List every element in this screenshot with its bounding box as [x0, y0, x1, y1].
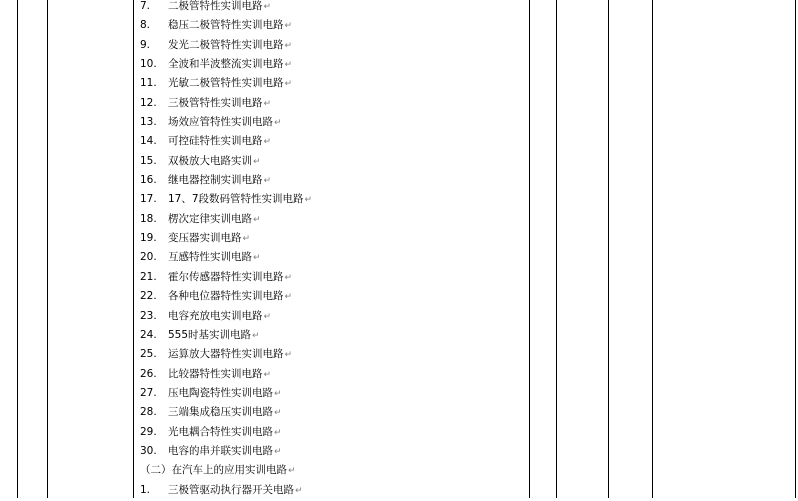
table-border-line: [608, 0, 609, 498]
item-number: 26.: [140, 367, 157, 380]
paragraph-mark-icon: ↵: [274, 446, 282, 457]
item-number: 25.: [140, 348, 157, 361]
list-item: [140, 0, 528, 16]
list-item: [140, 307, 528, 326]
item-text: 二极管特性实训电路: [168, 0, 263, 12]
item-text: 电容充放电实训电路: [168, 309, 263, 322]
item-text: 楞次定律实训电路: [168, 212, 252, 225]
paragraph-mark-icon: ↵: [274, 118, 282, 129]
list-item: [140, 403, 528, 422]
item-number: 10.: [140, 58, 157, 71]
paragraph-mark-icon: ↵: [288, 466, 296, 477]
paragraph-mark-icon: ↵: [263, 311, 272, 322]
item-number: 29.: [140, 425, 157, 438]
list-item: [140, 113, 528, 132]
table-border-line: [652, 0, 653, 498]
paragraph-mark-icon: ↵: [263, 176, 272, 187]
item-number: 21.: [140, 270, 157, 283]
item-number: 27.: [140, 386, 157, 399]
list-item: [140, 481, 528, 500]
paragraph-mark-icon: ↵: [242, 234, 251, 245]
item-number: 30.: [140, 444, 157, 457]
item-number: 7.: [140, 0, 151, 12]
item-text: （二）在汽车上的应用实训电路: [140, 464, 287, 477]
list-item: [140, 442, 528, 461]
list-item: [140, 190, 528, 209]
item-number: 14.: [140, 135, 157, 148]
paragraph-mark-icon: ↵: [274, 388, 282, 399]
list-item: [140, 210, 528, 229]
list-item: [140, 268, 528, 287]
paragraph-mark-icon: ↵: [253, 156, 261, 167]
item-text: 电容的串并联实训电路: [168, 444, 273, 457]
item-number: 16.: [140, 174, 157, 187]
list-item: [140, 345, 528, 364]
item-text: 互感特性实训电路: [168, 251, 252, 264]
list-item: [140, 287, 528, 306]
paragraph-mark-icon: ↵: [263, 369, 272, 380]
item-text: 17、7段数码管特性实训电路: [168, 193, 304, 206]
item-text: 三端集成稳压实训电路: [168, 406, 273, 419]
item-number: 9.: [140, 38, 151, 51]
item-number: 17.: [140, 193, 157, 206]
list-item: [140, 16, 528, 35]
paragraph-mark-icon: ↵: [263, 137, 272, 148]
paragraph-mark-icon: ↵: [284, 79, 293, 90]
table-border-line: [529, 0, 530, 498]
item-number: 18.: [140, 212, 157, 225]
paragraph-mark-icon: ↵: [284, 21, 293, 32]
item-text: 光电耦合特性实训电路: [168, 425, 273, 438]
item-text: 发光二极管特性实训电路: [168, 38, 284, 51]
table-border-line: [47, 0, 48, 498]
paragraph-mark-icon: ↵: [253, 214, 261, 225]
paragraph-mark-icon: ↵: [295, 485, 303, 496]
item-text: 压电陶瓷特性实训电路: [168, 386, 273, 399]
item-text: 稳压二极管特性实训电路: [168, 19, 284, 32]
list-item: [140, 171, 528, 190]
table-border-line: [795, 0, 796, 498]
item-number: 22.: [140, 290, 157, 303]
item-number: 13.: [140, 116, 157, 129]
paragraph-mark-icon: ↵: [284, 350, 293, 361]
item-text: 光敏二极管特性实训电路: [168, 77, 284, 90]
list-item: [140, 365, 528, 384]
paragraph-mark-icon: ↵: [284, 60, 293, 71]
paragraph-mark-icon: ↵: [274, 427, 282, 438]
paragraph-mark-icon: ↵: [252, 330, 260, 341]
item-number: 8.: [140, 19, 151, 32]
section-subheading: [140, 461, 528, 480]
item-text: 三极管特性实训电路: [168, 96, 263, 109]
list-item: [140, 423, 528, 442]
list-item: [140, 152, 528, 171]
table-border-line: [556, 0, 557, 498]
item-text: 双极放大电路实训: [168, 154, 252, 167]
list-item: [140, 36, 528, 55]
item-text: 各种电位器特性实训电路: [168, 290, 284, 303]
paragraph-mark-icon: ↵: [284, 292, 293, 303]
paragraph-mark-icon: ↵: [253, 253, 261, 264]
paragraph-mark-icon: ↵: [284, 272, 293, 283]
list-item: [140, 55, 528, 74]
item-number: 1.: [140, 483, 151, 496]
item-text: 全波和半波整流实训电路: [168, 58, 284, 71]
list-item: [140, 94, 528, 113]
paragraph-mark-icon: ↵: [263, 2, 272, 12]
item-text: 场效应管特性实训电路: [168, 116, 273, 129]
item-number: 15.: [140, 154, 157, 167]
item-text: 变压器实训电路: [168, 232, 242, 245]
paragraph-mark-icon: ↵: [304, 195, 313, 206]
item-text: 三极管驱动执行器开关电路: [168, 483, 294, 496]
training-circuit-list: [140, 0, 528, 500]
item-text: 比较器特性实训电路: [168, 367, 263, 380]
list-item: [140, 74, 528, 93]
list-item: [140, 326, 528, 345]
list-item: [140, 384, 528, 403]
item-number: 11.: [140, 77, 157, 90]
item-number: 23.: [140, 309, 157, 322]
paragraph-mark-icon: ↵: [284, 40, 293, 51]
item-text: 555时基实训电路: [168, 328, 252, 341]
table-border-line: [133, 0, 134, 498]
item-text: 霍尔传感器特性实训电路: [168, 270, 284, 283]
item-text: 运算放大器特性实训电路: [168, 348, 284, 361]
item-number: 28.: [140, 406, 157, 419]
item-number: 24.: [140, 328, 157, 341]
table-border-line: [17, 0, 18, 498]
list-item: [140, 248, 528, 267]
item-number: 12.: [140, 96, 157, 109]
paragraph-mark-icon: ↵: [274, 408, 282, 419]
item-number: 20.: [140, 251, 157, 264]
paragraph-mark-icon: ↵: [263, 98, 272, 109]
list-item: [140, 229, 528, 248]
item-text: 可控硅特性实训电路: [168, 135, 263, 148]
list-item: [140, 132, 528, 151]
item-number: 19.: [140, 232, 157, 245]
item-text: 继电器控制实训电路: [168, 174, 263, 187]
